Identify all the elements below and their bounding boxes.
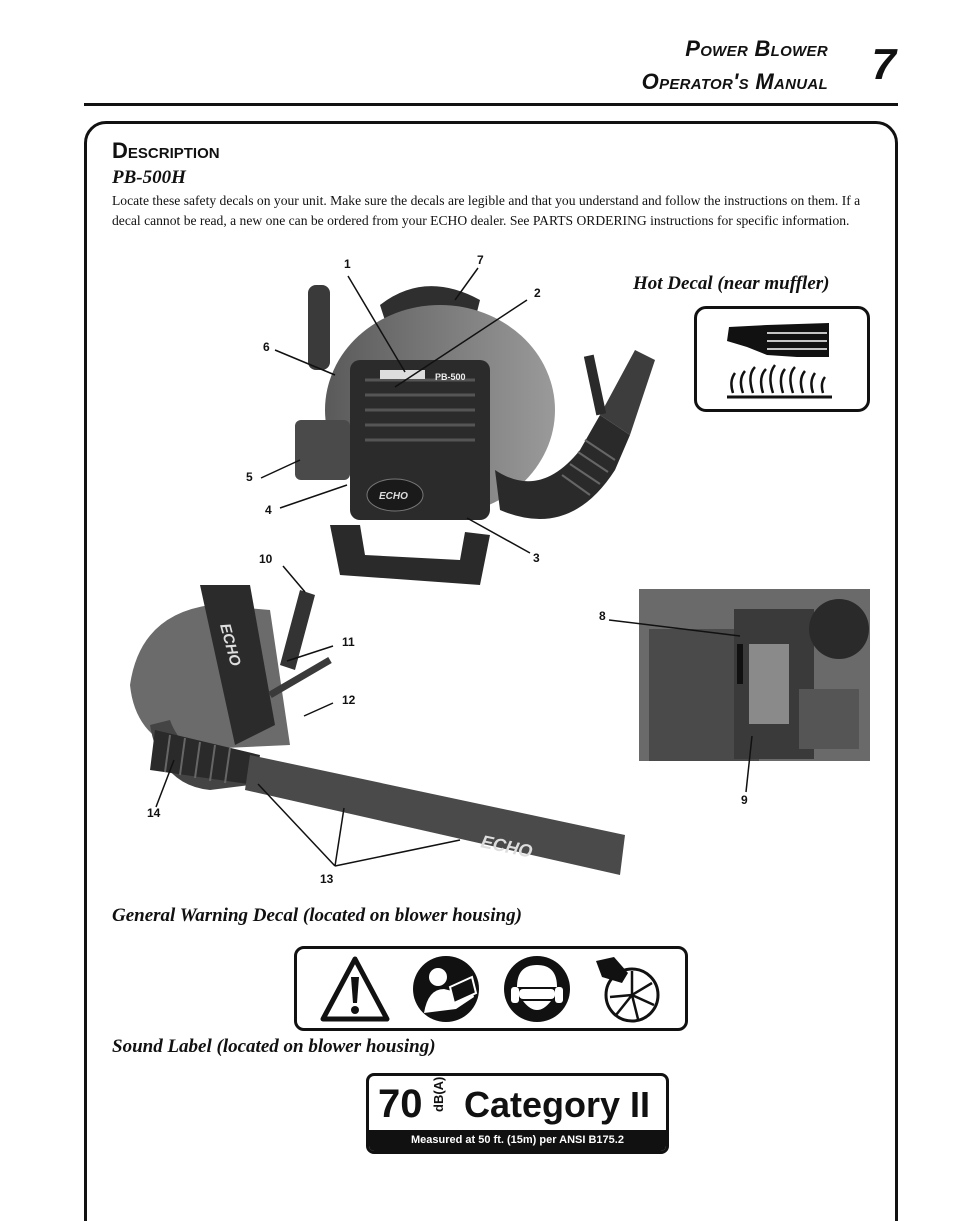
header-title-line1: Power Blower [685, 36, 828, 61]
callout-8: 8 [599, 609, 606, 623]
echo-logo-harness: ECHO [216, 621, 244, 668]
sound-level-unit: dB(A) [431, 1076, 446, 1112]
callout-4: 4 [265, 503, 272, 517]
general-warning-caption: General Warning Decal (located on blower housing) [112, 905, 522, 926]
section-title: Description [112, 138, 220, 163]
sound-category: Category II [464, 1084, 651, 1125]
callout-14: 14 [147, 806, 161, 820]
hot-decal-caption: Hot Decal (near muffler) [633, 273, 830, 294]
callout-13: 13 [320, 872, 334, 886]
callout-6: 6 [263, 340, 270, 354]
callout-5: 5 [246, 470, 253, 484]
sound-label-caption: Sound Label (located on blower housing) [112, 1036, 436, 1057]
callout-10: 10 [259, 552, 273, 566]
fan-hand-hazard-icon [592, 953, 664, 1025]
echo-logo-front: ECHO [379, 491, 408, 502]
callout-7: 7 [477, 253, 484, 267]
model-name: PB-500H [112, 167, 186, 188]
model-badge: PB-500 [435, 372, 466, 382]
page-number: 7 [871, 40, 896, 89]
header-title-line2: Operator's Manual [641, 69, 828, 94]
read-manual-icon [410, 953, 482, 1025]
eye-ear-protection-icon [501, 953, 573, 1025]
intro-paragraph: Locate these safety decals on your unit. Make sure the decals are legible and that you understand and follow the instructions on them. If a decal cannot be read, a new one can be ordered from your ECHO dealer. See PARTS ORDERING instructions for specific information. [112, 193, 861, 228]
callout-9: 9 [741, 793, 748, 807]
hot-decal [694, 306, 870, 412]
callout-12: 12 [342, 693, 356, 707]
warning-triangle-icon [319, 953, 391, 1025]
general-warning-decal [294, 946, 688, 1031]
sound-level-value: 70 [378, 1082, 423, 1126]
sound-label [366, 1073, 669, 1154]
sound-measure-note: Measured at 50 ft. (15m) per ANSI B175.2 [369, 1130, 666, 1151]
echo-logo-tube: ECHO [479, 831, 535, 862]
callout-3: 3 [533, 551, 540, 565]
callout-1: 1 [344, 257, 351, 271]
hand-heat-icon [697, 309, 867, 409]
callout-11: 11 [342, 635, 355, 649]
callout-2: 2 [534, 286, 541, 300]
